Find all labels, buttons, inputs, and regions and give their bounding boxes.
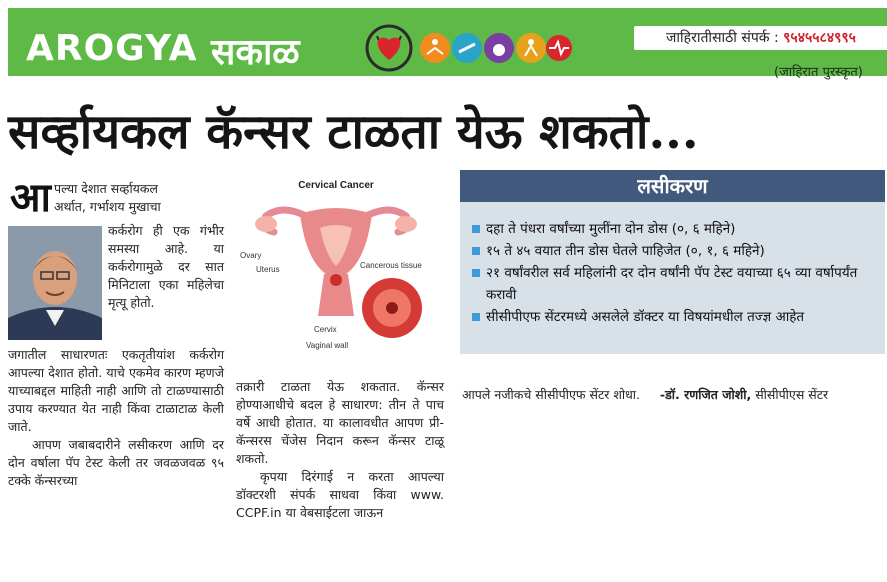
brand-name-english: AROGYA [26,28,198,69]
article-headline: सर्व्हायकल कॅन्सर टाळता येऊ शकतो... [8,104,699,160]
sponsored-tag: (जाहिरात पुरस्कृत) [774,65,863,80]
column-2-paragraph-1: तक्रारी टाळता येऊ शकतात. कॅन्सर होण्याआधीचे बदल हे साधारण: तीन ते पाच वर्षे आधी होतात. या कालावधीत आपण प्री-कॅन्सरस चेंजेस निदान करून कॅन्सर टाळू शकतो. [236,379,444,466]
diagram-title: Cervical Cancer [298,180,374,191]
square-bullet-icon [472,225,480,233]
exercise-icon [452,33,482,63]
vaccination-item: २१ वर्षांवरील सर्व महिलांनी दर दोन वर्षांनी पॅप टेस्ट वयाच्या ६५ व्या वर्षापर्यंत करावी [472,262,880,306]
column-1-lower [8,346,224,490]
paragraph-2: आपण जबाबदारीने लसीकरण आणि दर दोन वर्षाला पॅप टेस्ट केली तर जवळजवळ ९५ टक्के कॅन्सरच्या [8,437,224,488]
square-bullet-icon [472,247,480,255]
label-uterus: Uterus [256,265,280,274]
square-bullet-icon [472,269,480,277]
intro-lines [54,180,222,216]
header-banner [8,8,887,80]
square-bullet-icon [472,313,480,321]
brand-name-marathi: सकाळ [211,32,300,73]
column-2-paragraph-2: कृपया दिरंगाई न करता आपल्या डॉक्टरशी संपर्क साधवा किंवा www. CCPF.in या वेबसाईटला जाऊन [236,469,444,520]
contact-label: जाहिरातीसाठी संपर्क : [666,30,784,46]
label-vaginal-wall: Vaginal wall [306,341,349,350]
cervical-cancer-diagram [236,176,454,372]
author-note [462,386,828,403]
right-ovary [395,216,417,232]
column-2-text [236,378,444,522]
intro-line-1: पल्या देशात सर्व्हायकल [54,181,159,196]
intro-line-2: अर्थात, गर्भाशय मुखाचा [54,199,161,214]
author-name: -डॉ. रणजित जोशी, [659,387,752,402]
left-ovary [255,216,277,232]
paragraph-beside-photo: कर्करोग ही एक गंभीर समस्या आहे. या कर्करोगामुळे दर सात मिनिटाला एका महिलेचा मृत्यू होतो. [108,223,224,310]
label-cancerous-tissue: Cancerous tissue [360,261,422,270]
vaccination-item: दहा ते पंधरा वर्षांच्या मुलींना दोन डोस (०, ६ महिने) [472,218,880,240]
author-portrait [8,226,102,340]
find-center-text: आपले नजीकचे सीसीपीएफ सेंटर शोधा. [462,387,640,402]
label-ovary: Ovary [240,251,262,260]
vaccination-box [460,170,885,354]
heartbeat-icon [546,35,572,61]
paragraph-1-continued: जगातील साधारणतः एकतृतीयांश कर्करोग आपल्या देशात होतो. याचे एकमेव कारण म्हणजे याच्याबद्दल माहिती नाही आणि तो टाळण्यासाठी उपाय करण्यात येत नाही किंवा टाळाटाळ केली जाते. [8,347,224,434]
vaccination-list [472,218,880,328]
advert-contact [634,26,887,50]
person-icon [516,33,546,63]
tumor-mark [330,274,342,286]
label-cervix: Cervix [314,325,337,334]
health-icons-strip [363,22,573,74]
meditation-icon [420,33,450,63]
text-beside-photo [108,222,224,312]
vaccination-item: सीसीपीएफ सेंटरमध्ये असलेले डॉक्टर या विषयांमधील तज्ज्ञ आहेत [472,306,880,328]
cervix-closeup-center [386,302,398,314]
contact-number: ९५४५५८४९९५ [783,30,856,46]
vaccination-title: लसीकरण [460,170,885,202]
drop-cap: आ [10,174,51,221]
author-affiliation: सीसीपीएस सेंटर [751,387,829,402]
author-photo [8,226,102,340]
heart-icon [378,38,401,60]
vaccination-item: १५ ते ४५ वयात तीन डोस घेतले पाहिजेत (०, १, ६ महिने) [472,240,880,262]
apple-icon [484,33,514,63]
